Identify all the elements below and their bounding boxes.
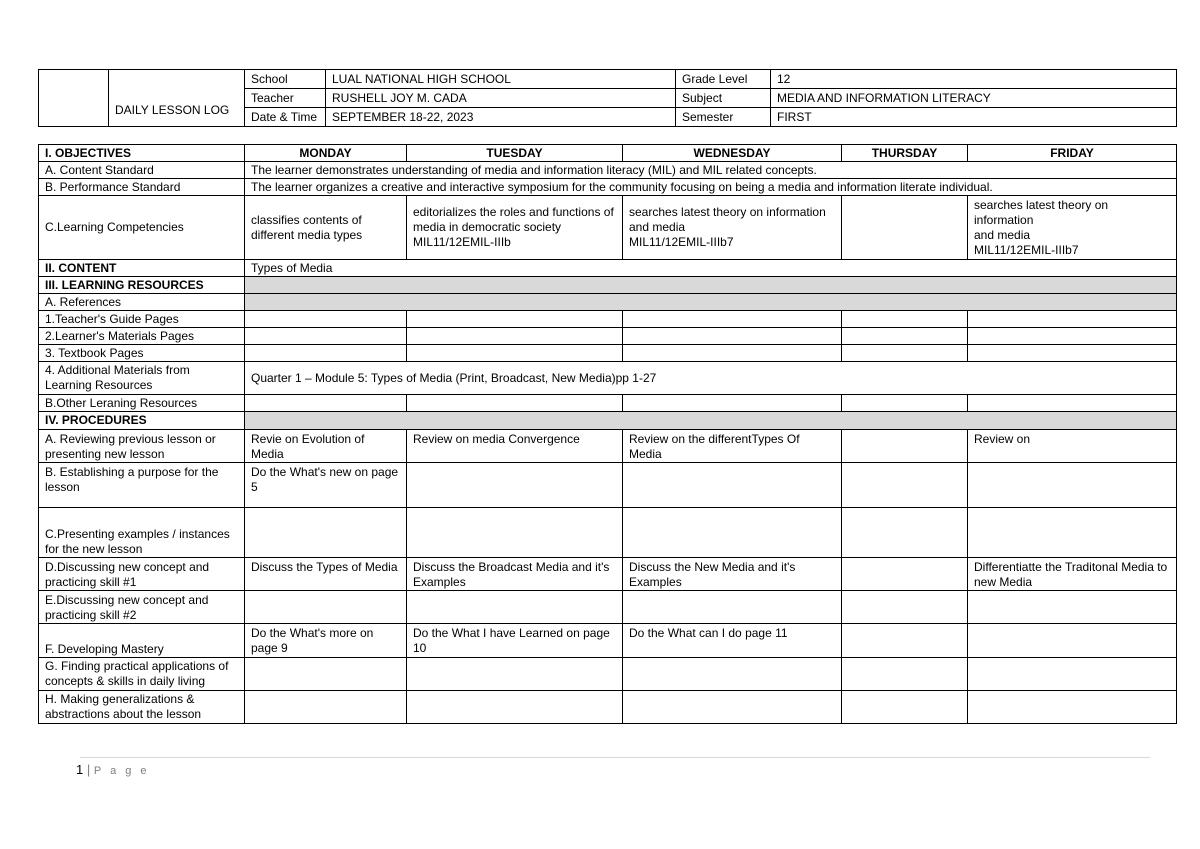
developing-mastery-label: F. Developing Mastery	[39, 624, 245, 658]
grade-level-label: Grade Level	[676, 70, 771, 89]
table-cell	[407, 508, 623, 558]
table-cell	[407, 345, 623, 362]
subject-label: Subject	[676, 89, 771, 108]
page-separator: |	[86, 762, 91, 777]
developing-mastery-monday: Do the What's more on page 9	[245, 624, 407, 658]
table-cell	[842, 345, 968, 362]
content-label: II. CONTENT	[39, 260, 245, 277]
table-cell	[842, 311, 968, 328]
table-cell	[968, 345, 1177, 362]
textbook-pages-label: 3. Textbook Pages	[39, 345, 245, 362]
thursday-heading: THURSDAY	[842, 145, 968, 162]
competency-tuesday: editorializes the roles and functions of media in democratic society MIL11/12EMIL-IIIb	[407, 196, 623, 260]
content-standard-value: The learner demonstrates understanding of media and information literacy (MIL) and MIL related concepts.	[245, 162, 1177, 179]
table-cell	[623, 463, 842, 508]
table-cell	[968, 624, 1177, 658]
table-cell	[968, 311, 1177, 328]
table-cell	[968, 508, 1177, 558]
monday-heading: MONDAY	[245, 145, 407, 162]
table-cell	[842, 395, 968, 412]
table-cell	[245, 328, 407, 345]
competency-thursday	[842, 196, 968, 260]
learning-resources-shaded	[245, 277, 1177, 294]
teacher-value: RUSHELL JOY M. CADA	[326, 89, 676, 108]
learners-materials-label: 2.Learner's Materials Pages	[39, 328, 245, 345]
teacher-label: Teacher	[245, 89, 326, 108]
page-footer	[76, 762, 150, 777]
table-cell	[407, 328, 623, 345]
table-cell	[407, 658, 623, 691]
discussing-skill-1-friday: Differentiatte the Traditonal Media to new Media	[968, 558, 1177, 591]
practical-applications-label: G. Finding practical applications of concepts & skills in daily living	[39, 658, 245, 691]
header-blank-cell	[39, 70, 109, 127]
presenting-examples-label: C.Presenting examples / instances for the new lesson	[39, 508, 245, 558]
table-cell	[842, 463, 968, 508]
competency-monday: classifies contents of different media types	[245, 196, 407, 260]
table-cell	[245, 658, 407, 691]
reviewing-friday: Review on	[968, 430, 1177, 463]
table-cell	[623, 691, 842, 724]
table-cell	[245, 395, 407, 412]
table-cell	[842, 591, 968, 624]
discussing-skill-2-label: E.Discussing new concept and practicing skill #2	[39, 591, 245, 624]
table-cell	[623, 345, 842, 362]
footer-divider	[80, 757, 1150, 758]
competency-friday: searches latest theory on information and media MIL11/12EMIL-IIIb7	[968, 196, 1177, 260]
additional-materials-value: Quarter 1 – Module 5: Types of Media (Print, Broadcast, New Media)pp 1-27	[245, 362, 1177, 395]
teachers-guide-label: 1.Teacher's Guide Pages	[39, 311, 245, 328]
table-cell	[968, 691, 1177, 724]
datetime-value: SEPTEMBER 18-22, 2023	[326, 108, 676, 127]
establishing-purpose-label: B. Establishing a purpose for the lesson	[39, 463, 245, 508]
table-cell	[968, 591, 1177, 624]
grade-level-value: 12	[771, 70, 1177, 89]
table-cell	[842, 430, 968, 463]
table-cell	[968, 463, 1177, 508]
competency-wednesday: searches latest theory on information and media MIL11/12EMIL-IIIb7	[623, 196, 842, 260]
references-shaded	[245, 294, 1177, 311]
table-cell	[842, 624, 968, 658]
performance-standard-value: The learner organizes a creative and interactive symposium for the community focusing on being a media and information literate individual.	[245, 179, 1177, 196]
page-word: P a g e	[93, 765, 150, 777]
establishing-purpose-monday: Do the What's new on page 5	[245, 463, 407, 508]
developing-mastery-wednesday: Do the What can I do page 11	[623, 624, 842, 658]
header-table	[38, 69, 1177, 127]
other-resources-label: B.Other Leraning Resources	[39, 395, 245, 412]
table-cell	[842, 558, 968, 591]
table-cell	[842, 691, 968, 724]
references-label: A. References	[39, 294, 245, 311]
table-cell	[245, 591, 407, 624]
content-value: Types of Media	[245, 260, 1177, 277]
friday-heading: FRIDAY	[968, 145, 1177, 162]
table-cell	[245, 311, 407, 328]
school-label: School	[245, 70, 326, 89]
procedures-label: IV. PROCEDURES	[39, 412, 245, 430]
discussing-skill-1-monday: Discuss the Types of Media	[245, 558, 407, 591]
procedures-shaded	[245, 412, 1177, 430]
subject-value: MEDIA AND INFORMATION LITERACY	[771, 89, 1177, 108]
semester-label: Semester	[676, 108, 771, 127]
school-value: LUAL NATIONAL HIGH SCHOOL	[326, 70, 676, 89]
learning-resources-label: III. LEARNING RESOURCES	[39, 277, 245, 294]
discussing-skill-1-wednesday: Discuss the New Media and it's Examples	[623, 558, 842, 591]
developing-mastery-tuesday: Do the What I have Learned on page 10	[407, 624, 623, 658]
table-cell	[623, 311, 842, 328]
competencies-label: C.Learning Competencies	[39, 196, 245, 260]
table-cell	[245, 508, 407, 558]
table-cell	[623, 328, 842, 345]
performance-standard-label: B. Performance Standard	[39, 179, 245, 196]
table-cell	[623, 658, 842, 691]
table-cell	[407, 591, 623, 624]
daily-lesson-log-title: DAILY LESSON LOG	[109, 70, 245, 127]
objectives-heading: I. OBJECTIVES	[39, 145, 245, 162]
table-cell	[623, 395, 842, 412]
table-cell	[407, 691, 623, 724]
table-cell	[842, 658, 968, 691]
page-number: 1	[76, 762, 84, 777]
tuesday-heading: TUESDAY	[407, 145, 623, 162]
table-cell	[407, 395, 623, 412]
additional-materials-label: 4. Additional Materials from Learning Resources	[39, 362, 245, 395]
datetime-label: Date & Time	[245, 108, 326, 127]
reviewing-monday: Revie on Evolution of Media	[245, 430, 407, 463]
reviewing-wednesday: Review on the differentTypes Of Media	[623, 430, 842, 463]
generalizations-label: H. Making generalizations & abstractions about the lesson	[39, 691, 245, 724]
table-cell	[968, 328, 1177, 345]
discussing-skill-1-tuesday: Discuss the Broadcast Media and it's Examples	[407, 558, 623, 591]
table-cell	[968, 395, 1177, 412]
reviewing-lesson-label: A. Reviewing previous lesson or presenting new lesson	[39, 430, 245, 463]
table-cell	[842, 328, 968, 345]
wednesday-heading: WEDNESDAY	[623, 145, 842, 162]
table-cell	[407, 463, 623, 508]
table-cell	[842, 508, 968, 558]
reviewing-tuesday: Review on media Convergence	[407, 430, 623, 463]
discussing-skill-1-label: D.Discussing new concept and practicing skill #1	[39, 558, 245, 591]
table-cell	[245, 691, 407, 724]
table-cell	[623, 591, 842, 624]
table-cell	[968, 658, 1177, 691]
lesson-log-table	[38, 144, 1177, 724]
table-cell	[407, 311, 623, 328]
table-cell	[245, 345, 407, 362]
content-standard-label: A. Content Standard	[39, 162, 245, 179]
semester-value: FIRST	[771, 108, 1177, 127]
table-cell	[623, 508, 842, 558]
